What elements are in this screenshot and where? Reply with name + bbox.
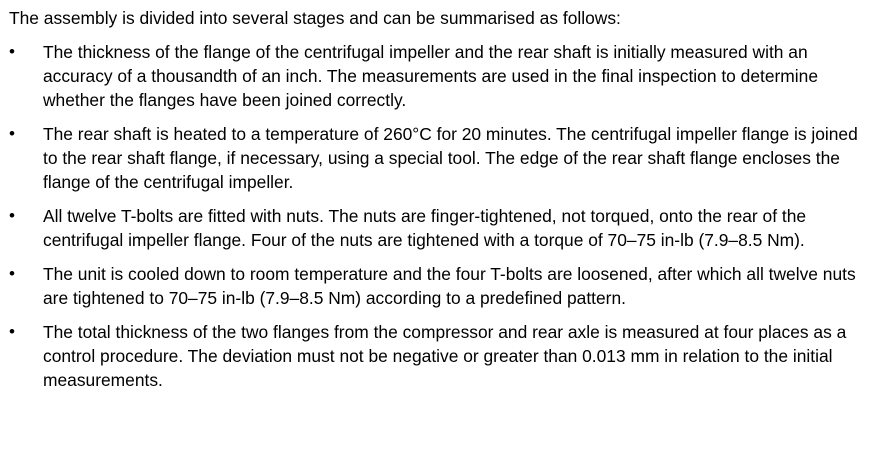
list-item-text: The rear shaft is heated to a temperature of 260°C for 20 minutes. The centrifugal impeller flange is joined to the rear shaft flange, if necessary, using a special tool. The edge of the rear shaft flange encloses the flange of the centrifugal impeller. bbox=[43, 124, 858, 192]
list-item-text: The unit is cooled down to room temperature and the four T-bolts are loosened, after which all twelve nuts are tightened to 70–75 in-lb (7.9–8.5 Nm) according to a predefined pattern. bbox=[43, 264, 856, 308]
bullet-icon: • bbox=[9, 322, 15, 341]
list-item-text: The total thickness of the two flanges from the compressor and rear axle is measured at four places as a control procedure. The deviation must not be negative or greater than 0.013 mm in relation to the initial measurements. bbox=[43, 322, 847, 390]
bullet-icon: • bbox=[9, 206, 15, 225]
bullet-icon: • bbox=[9, 264, 15, 283]
list-item bbox=[9, 262, 876, 310]
list-item bbox=[9, 204, 876, 252]
list-item-text: The thickness of the flange of the centrifugal impeller and the rear shaft is initially measured with an accuracy of a thousandth of an inch. The measurements are used in the final inspection to determine whether the flanges have been joined correctly. bbox=[43, 42, 818, 110]
bullet-icon: • bbox=[9, 124, 15, 143]
list-item-text: All twelve T-bolts are fitted with nuts. The nuts are finger-tightened, not torqued, onto the rear of the centrifugal impeller flange. Four of the nuts are tightened with a torque of 70–75 in-lb (7.9–8.5 Nm). bbox=[43, 206, 807, 250]
stage-list bbox=[9, 40, 876, 392]
list-item bbox=[9, 320, 876, 392]
intro-paragraph: The assembly is divided into several stages and can be summarised as follows: bbox=[9, 8, 621, 28]
list-item bbox=[9, 122, 876, 194]
bullet-icon: • bbox=[9, 42, 15, 61]
list-item bbox=[9, 40, 876, 112]
